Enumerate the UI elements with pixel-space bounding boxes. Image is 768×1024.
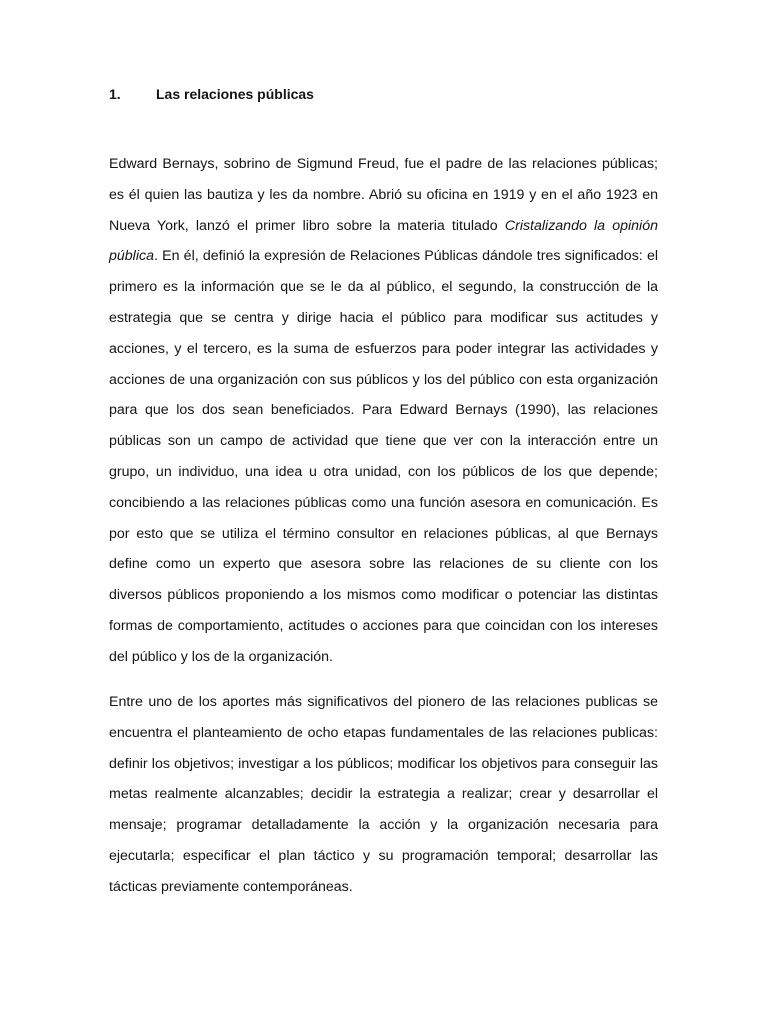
section-title: Las relaciones públicas [156,86,314,102]
paragraph-eight-stages: Entre uno de los aportes más significativos del pionero de las relaciones publicas se encuentra el planteamiento de ocho etapas fundamentales de las relaciones publicas: definir los objetivos; investigar a los públicos; modificar los objetivos para conseguir las metas realmente alcanzables; decidir la estrategia a realizar; crear y desarrollar el mensaje; programar detalladamente la acción y la organización necesaria para ejecutarla; especificar el plan táctico y su programación temporal; desarrollar las tácticas previamente contemporáneas. [109,694,658,895]
book-title: Cristalizando la opinión pública [109,217,658,265]
section-heading [109,85,314,103]
paragraph-text: . En él, definió la expresión de Relaciones Públicas dándole tres significados: el primero es la información que se le da al público, el segundo, la construcción de la estrategia que se centra y dirige hacia el público para modificar sus actitudes y acciones, y el tercero, es la suma de esfuerzos para poder integrar las actividades y acciones de una organización con sus públicos y los del público con esta organización para que los dos sean beneficiados. Para Edward Bernays (1990), las relaciones públicas son un campo de actividad que tiene que ver con la interacción entre un grupo, un individuo, una idea u otra unidad, con los públicos de los que depende; concibiendo a las relaciones públicas como una función asesora en comunicación. Es por esto que se utiliza el término consultor en relaciones públicas, al que Bernays define como un experto que asesora sobre las relaciones de su cliente con los diversos públicos proponiendo a los mismos como modificar o potenciar las distintas formas de comportamiento, actitudes o acciones para que coincidan con los intereses del público y los de la organización. [109,248,658,665]
paragraph-bernays-intro [109,149,658,673]
section-number: 1. [109,86,121,102]
paragraph-text: Edward Bernays, sobrino de Sigmund Freud, fue el padre de las relaciones públicas; es él quien las bautiza y les da nombre. Abrió su oficina en 1919 y en el año 1923 en Nueva York, lanzó el primer libro sobre la materia titulado [109,156,658,234]
